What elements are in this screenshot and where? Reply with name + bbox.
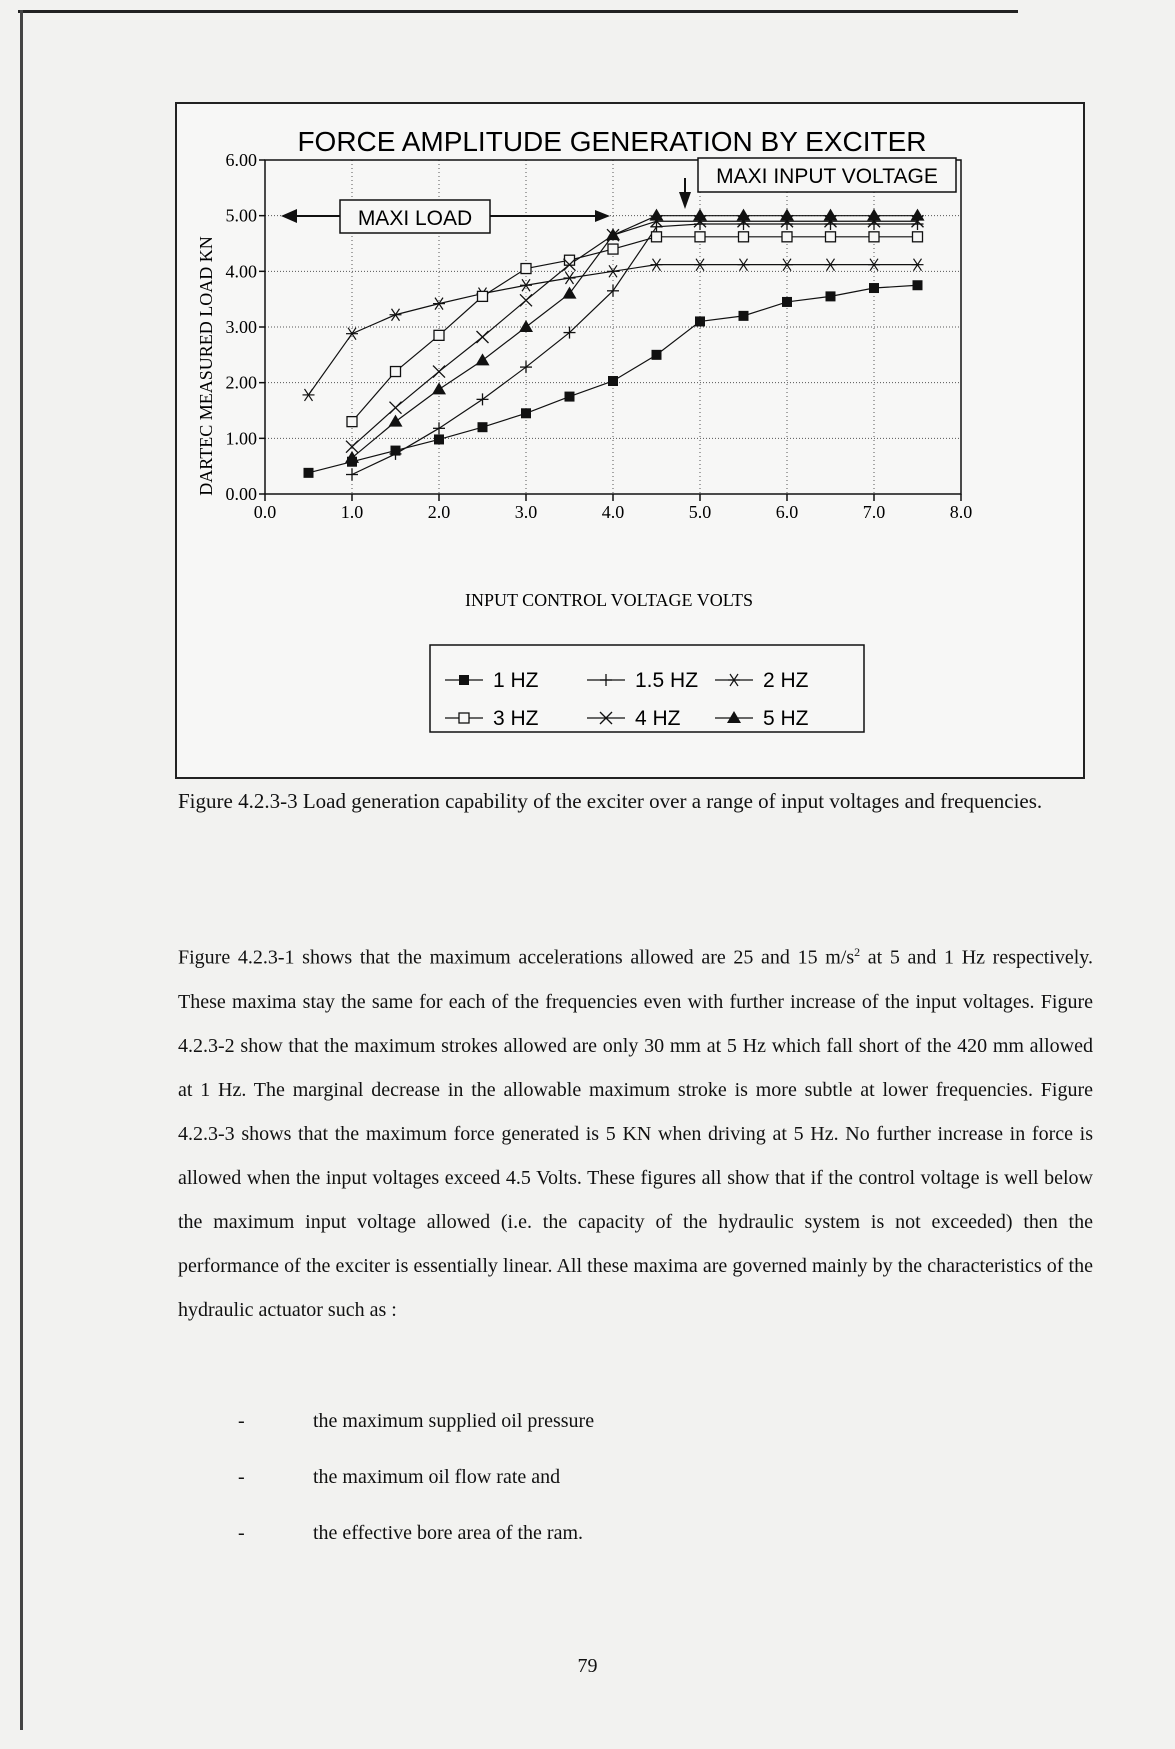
chart-title: FORCE AMPLITUDE GENERATION BY EXCITER	[297, 126, 927, 157]
legend-marker	[459, 713, 469, 723]
superscript-2: 2	[854, 945, 861, 959]
list-item	[178, 1466, 1078, 1522]
y-tick-label: 3.00	[225, 317, 257, 337]
data-point-3-hz	[739, 232, 749, 242]
bullet-dash: -	[238, 1522, 245, 1544]
maxi-input-voltage-label: MAXI INPUT VOLTAGE	[716, 165, 938, 188]
figure-caption: Figure 4.2.3-3 Load generation capability of the exciter over a range of input voltages and frequencies.	[178, 789, 1043, 813]
data-point-3-hz	[913, 232, 923, 242]
data-point-1-hz	[695, 316, 705, 326]
data-point-3-hz	[695, 232, 705, 242]
x-tick-label: 7.0	[862, 502, 886, 522]
data-point-3-hz	[608, 244, 618, 254]
data-point-3-hz	[652, 232, 662, 242]
y-tick-label: 6.00	[225, 150, 257, 170]
data-point-3-hz	[434, 330, 444, 340]
x-tick-label: 4.0	[601, 502, 625, 522]
data-point-1-hz	[565, 392, 575, 402]
x-tick-label: 3.0	[514, 502, 538, 522]
data-point-1-hz	[869, 283, 879, 293]
body-text-part-1: Figure 4.2.3-1 shows that the maximum accelerations allowed are 25 and 15 m/s	[178, 946, 855, 969]
body-text-part-2: at 5 and 1 Hz respectively. These maxima stay the same for each of the frequencies even with further increase of the input voltages. Figure 4.2.3-2 show that the maximum strokes allowed are only 30 mm at 5 Hz which fall short of the 420 mm allowed at 1 Hz. The marginal decrease in the allowable maximum stroke is more subtle at lower frequencies. Figure 4.2.3-3 shows that the maximum force generated is 5 KN when driving at 5 Hz. No further increase in force is allowed when the input voltages exceed 4.5 Volts. These figures all show that if the control voltage is well below the maximum input voltage allowed (i.e. the capacity of the hydraulic system is not exceeded) then the performance of the exciter is essentially linear. All these maxima are governed mainly by the characteristics of the hydraulic actuator such as :	[178, 946, 1093, 1321]
top-rule	[18, 10, 1018, 13]
bullet-dash: -	[238, 1410, 245, 1432]
x-tick-label: 2.0	[427, 502, 451, 522]
left-margin-rule	[20, 10, 23, 1730]
bullet-dash: -	[238, 1466, 245, 1488]
data-point-1-hz	[608, 376, 618, 386]
data-point-3-hz	[782, 232, 792, 242]
legend-label: 1 HZ	[493, 669, 539, 692]
bullet-list	[178, 1410, 1078, 1578]
data-point-3-hz	[347, 417, 357, 427]
legend-label: 3 HZ	[493, 707, 539, 730]
list-item-text: the maximum oil flow rate and	[313, 1466, 561, 1488]
x-axis-label: INPUT CONTROL VOLTAGE VOLTS	[464, 590, 754, 610]
data-point-3-hz	[869, 232, 879, 242]
data-point-3-hz	[565, 255, 575, 265]
data-point-1-hz	[782, 297, 792, 307]
data-point-1-hz	[739, 311, 749, 321]
legend-marker	[459, 675, 469, 685]
data-point-1-hz	[521, 408, 531, 418]
y-tick-label: 4.00	[225, 261, 257, 282]
data-point-1-hz	[304, 468, 314, 478]
list-item-text: the effective bore area of the ram.	[313, 1522, 584, 1544]
figure-frame	[175, 102, 1085, 779]
legend-label: 1.5 HZ	[635, 669, 699, 692]
data-point-1-hz	[478, 422, 488, 432]
x-tick-label: 5.0	[688, 502, 712, 522]
maxi-load-label: MAXI LOAD	[357, 207, 473, 230]
x-tick-label: 1.0	[340, 502, 364, 522]
list-item	[178, 1410, 1078, 1466]
data-point-1-hz	[913, 280, 923, 290]
legend-label: 5 HZ	[763, 707, 809, 730]
list-item-text: the maximum supplied oil pressure	[313, 1410, 595, 1432]
data-point-3-hz	[521, 264, 531, 274]
data-point-3-hz	[391, 367, 401, 377]
body-paragraph	[178, 930, 1093, 1332]
chart-legend	[430, 645, 864, 732]
data-point-1-hz	[652, 350, 662, 360]
y-tick-label: 5.00	[225, 205, 257, 226]
list-item	[178, 1522, 1078, 1578]
legend-label: 2 HZ	[763, 669, 809, 692]
data-point-1-hz	[434, 434, 444, 444]
x-tick-label: 8.0	[949, 502, 973, 522]
data-point-3-hz	[826, 232, 836, 242]
force-amplitude-chart	[177, 104, 1083, 777]
y-tick-label: 0.00	[225, 484, 257, 504]
x-tick-label: 6.0	[775, 502, 799, 522]
legend-label: 4 HZ	[635, 707, 681, 730]
page-number: 79	[577, 1655, 598, 1677]
y-tick-label: 1.00	[225, 428, 257, 449]
data-point-1-hz	[826, 291, 836, 301]
y-tick-label: 2.00	[225, 372, 257, 393]
y-axis-label: DARTEC MEASURED LOAD KN	[196, 236, 216, 496]
data-point-3-hz	[478, 291, 488, 301]
x-tick-label: 0.0	[253, 502, 277, 522]
